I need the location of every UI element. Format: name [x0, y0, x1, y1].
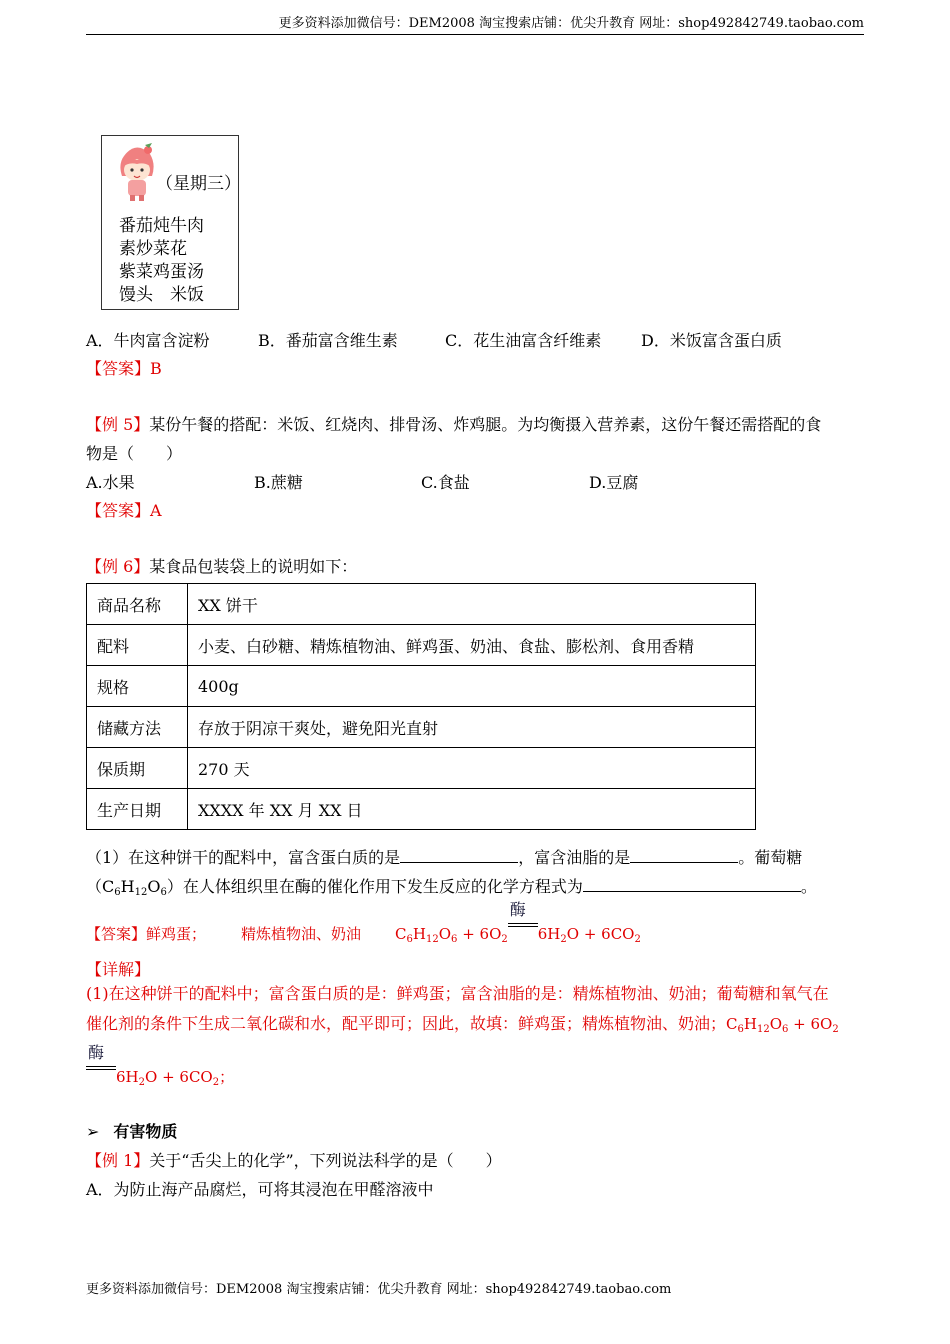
- ex5-option-a: A.水果: [86, 473, 135, 492]
- eq-sub: 2: [501, 934, 508, 945]
- eq-sub: 2: [560, 934, 567, 945]
- eq-part: C: [726, 1015, 738, 1033]
- formula-part: O: [147, 877, 161, 896]
- question-text: 。: [800, 877, 817, 896]
- example-1-text: 关于“舌尖上的化学”，下列说法科学的是（ ）: [149, 1151, 502, 1170]
- detail-line-3: [86, 1043, 235, 1088]
- answer-ex5: 【答案】A: [86, 501, 162, 520]
- eq-sub: 12: [426, 934, 439, 945]
- question-text: 。葡萄糖: [738, 848, 803, 867]
- table-value: 270 天: [188, 748, 756, 789]
- table-key: 储藏方法: [87, 707, 188, 748]
- eq-part: + 6O: [457, 925, 502, 943]
- table-value: 存放于阴凉干爽处，避免阳光直射: [188, 707, 756, 748]
- table-key: 配料: [87, 625, 188, 666]
- enzyme-arrow: [508, 900, 538, 939]
- eq-sub: 6: [451, 934, 458, 945]
- harmful-example-1: [86, 1150, 502, 1172]
- eq-part: O + 6CO: [145, 1068, 213, 1086]
- table-value: XXXX 年 XX 月 XX 日: [188, 789, 756, 830]
- table-key: 商品名称: [87, 584, 188, 625]
- answer-label: 【答案】: [86, 925, 147, 943]
- example-6-text: 某食品包装袋上的说明如下：: [149, 557, 358, 576]
- detail-line-2: [86, 1013, 839, 1035]
- answer-ex6: [86, 900, 641, 945]
- detail-label: 【详解】: [86, 960, 151, 979]
- table-row: [87, 625, 756, 666]
- example-1-label: 【例 1】: [86, 1151, 150, 1170]
- table-row: [87, 789, 756, 830]
- table-key: 规格: [87, 666, 188, 707]
- eq-sub: 2: [832, 1024, 839, 1035]
- answer-blank: [630, 848, 738, 863]
- formula-sub: 6: [114, 887, 121, 898]
- table-row: [87, 584, 756, 625]
- table-value: 400g: [188, 666, 756, 707]
- example-5-label: 【例 5】: [86, 415, 150, 434]
- formula-part: （C: [86, 877, 115, 896]
- eq-part: + 6O: [788, 1015, 833, 1033]
- table-row: [87, 707, 756, 748]
- enzyme-arrow: [86, 1043, 116, 1082]
- detail-line-1: (1)在这种饼干的配料中；富含蛋白质的是：鲜鸡蛋；富含油脂的是：精炼植物油、奶油；葡萄糖和氧气在: [86, 984, 829, 1003]
- question-text: （1）在这种饼干的配料中，富含蛋白质的是: [86, 848, 401, 867]
- menu-dish: 番茄炖牛肉: [119, 216, 204, 236]
- question-text: ，富含油脂的是: [518, 848, 631, 867]
- formula-sub: 12: [134, 887, 148, 898]
- food-info-table: [86, 583, 756, 830]
- eq-sub: 6: [406, 934, 413, 945]
- ex5-option-c: C.食盐: [421, 473, 470, 492]
- table-value: 小麦、白砂糖、精炼植物油、鲜鸡蛋、奶油、食盐、膨松剂、食用香精: [188, 625, 756, 666]
- eq-part: 6H: [537, 925, 561, 943]
- question-1-line-2: [86, 876, 817, 898]
- table-key: 保质期: [87, 748, 188, 789]
- formula-sub: 6: [160, 887, 167, 898]
- answer-blank: [583, 877, 801, 892]
- detail-text: 催化剂的条件下生成二氧化碳和水，配平即可；因此，故填：鲜鸡蛋；精炼植物油、奶油；: [86, 1014, 727, 1033]
- question-text: ）在人体组织里在酶的催化作用下发生反应的化学方程式为: [166, 877, 583, 896]
- eq-sub: 2: [634, 934, 641, 945]
- question-1-line-1: [86, 847, 802, 869]
- eq-part: H: [743, 1015, 757, 1033]
- eq-sub: 12: [756, 1024, 770, 1035]
- eq-part: ；: [219, 1068, 235, 1086]
- arrow-bullet-icon: ➢: [86, 1122, 100, 1141]
- table-row: [87, 666, 756, 707]
- enzyme-label: 酶: [88, 1043, 105, 1062]
- example-6-label: 【例 6】: [86, 557, 150, 576]
- option-c: C．花生油富含纤维素: [445, 331, 602, 350]
- eq-part: O: [769, 1015, 783, 1033]
- menu-card: [101, 135, 239, 310]
- eq-sub: 6: [737, 1024, 744, 1035]
- answer-blank: [400, 848, 518, 863]
- answer-protein: 鲜鸡蛋；: [146, 925, 207, 943]
- eq-part: O + 6CO: [566, 925, 635, 943]
- eq-part: H: [412, 925, 426, 943]
- menu-day: （星期三）: [156, 174, 241, 194]
- ex5-option-d: D.豆腐: [589, 473, 639, 492]
- table-key: 生产日期: [87, 789, 188, 830]
- section-harmful: [86, 1121, 177, 1143]
- cartoon-girl-icon: [110, 142, 162, 202]
- eq-sub: 2: [138, 1077, 145, 1088]
- menu-dish: 馒头 米饭: [119, 285, 204, 305]
- enzyme-label: 酶: [509, 900, 526, 919]
- example-6-intro: [86, 556, 357, 578]
- formula: [86, 877, 167, 896]
- ex5-option-b: B.蔗糖: [254, 473, 303, 492]
- chemical-equation: [395, 900, 641, 945]
- menu-dish: 紫菜鸡蛋汤: [119, 262, 204, 282]
- eq-sub: 2: [212, 1077, 220, 1088]
- table-row: [87, 748, 756, 789]
- page-footer: 更多资料添加微信号：DEM2008 淘宝搜索店铺：优尖升教育 网址：shop492842749.taobao.com: [86, 1282, 672, 1297]
- section-title: 有害物质: [113, 1122, 178, 1141]
- menu-dish: 素炒菜花: [119, 239, 187, 259]
- eq-part: 6H: [116, 1068, 139, 1086]
- answer-fat: 精炼植物油、奶油: [241, 925, 362, 943]
- option-d: D．米饭富含蛋白质: [641, 331, 782, 350]
- example-5-text: 某份午餐的搭配：米饭、红烧肉、排骨汤、炸鸡腿。为均衡摄入营养素，这份午餐还需搭配的食: [149, 415, 822, 434]
- page-header: 更多资料添加微信号：DEM2008 淘宝搜索店铺：优尖升教育 网址：shop492842749.taobao.com: [86, 14, 864, 35]
- option-b: B．番茄富含维生素: [258, 331, 398, 350]
- harmful-option-a: A．为防止海产品腐烂，可将其浸泡在甲醛溶液中: [86, 1180, 434, 1199]
- formula-part: H: [120, 877, 135, 896]
- table-value: XX 饼干: [188, 584, 756, 625]
- option-a: A．牛肉富含淀粉: [86, 331, 210, 350]
- eq-sub: 6: [782, 1024, 789, 1035]
- eq-part: C: [395, 925, 407, 943]
- eq-part: O: [438, 925, 452, 943]
- answer-q4: 【答案】B: [86, 359, 162, 378]
- example-5-question: [86, 414, 821, 436]
- example-5-text-cont: 物是（ ）: [86, 444, 183, 463]
- detail-equation: [726, 1015, 839, 1033]
